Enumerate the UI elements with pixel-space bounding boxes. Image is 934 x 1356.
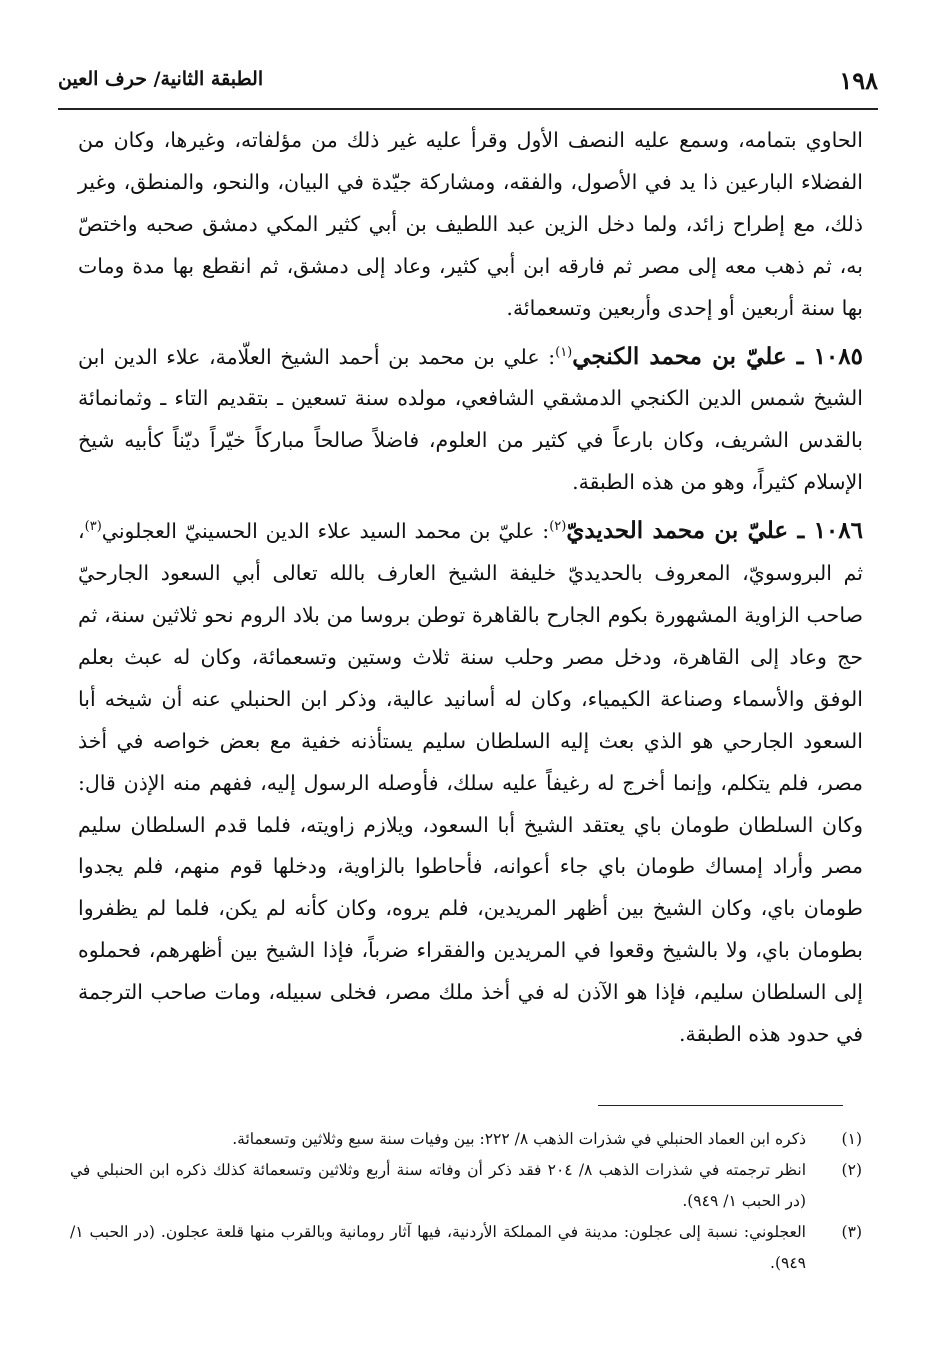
footnote-text: العجلوني: نسبة إلى عجلون: مدينة في المملكة الأردنية، فيها آثار رومانية وبالقرب منها قلعة عجلون. (در الحبب ١/ ٩٤٩). xyxy=(70,1223,806,1272)
entry-1086-text-b: ، ثم البروسويّ، المعروف بالحديديّ خليفة الشيخ العارف بالله تعالى أبي السعود الجارحيّ صاحب الزاوية المشهورة بكوم الجارح بالقاهرة توطن بروسا من بلاد الروم نحو ثلاثين سنة، ثم حج وعاد إلى القاهرة، ودخل مصر وحلب سنة ثلاث وستين وتسعمائة، وكان له عبث بعلم الوفق والأسماء وصناعة الكيمياء، وكان له أسانيد عالية، وذكر ابن الحنبلي عنه أن شيخه أبا السعود الجارحي هو الذي بعث إليه السلطان سليم يستأذنه خفية مع بعض خواصه في أخذ مصر، فلم يتكلم، وإنما أخرج له رغيفاً عليه سلك، فأوصله الرسول إليه، ففهم منه الإذن قال: وكان السلطان طومان باي يعتقد الشيخ أبا السعود، ويلازم زاويته، فلما قدم السلطان سليم مصر وأراد إمساك طومان باي جاء أعوانه، فأحاطوا بالزاوية، ودخلها قوم منهم، فلم يجدوا طومان باي، وكان الشيخ بين أظهر المريدين، فلم يروه، وكان كأنه لم يكن، فلما لم يظفروا بطومان باي، ولا بالشيخ وقعوا في المريدين والفقراء ضرباً، فإذا الشيخ بين أظهرهم، فحملوه إلى السلطان سليم، فإذا هو الآذن له في أخذ ملك مصر، فخلى سبيله، ومات صاحب الترجمة في حدود هذه الطبقة. xyxy=(78,519,863,1047)
footnote-ref-2: (٢) xyxy=(549,519,567,535)
footnote-text: ذكره ابن العماد الحنبلي في شذرات الذهب ٨/ ٢٢٢: بين وفيات سنة سبع وثلاثين وتسعمائة. xyxy=(232,1130,806,1148)
footnote-1 xyxy=(70,1124,862,1155)
footnote-text: انظر ترجمته في شذرات الذهب ٨/ ٢٠٤ فقد ذكر أن وفاته سنة أربع وثلاثين وتسعمائة كذلك ذكره ابن الحنبلي في (در الحبب ١/ ٩٤٩). xyxy=(70,1161,806,1210)
footnote-number: (١) xyxy=(841,1130,862,1148)
paragraph-continuation: الحاوي بتمامه، وسمع عليه النصف الأول وقرأ عليه غير ذلك من مؤلفاته، وغيرها، وكان من الفضلاء البارعين ذا يد في الأصول، والفقه، ومشاركة جيّدة في البيان، والنحو، والمنطق، وغير ذلك، مع إطراح زائد، ولما دخل الزين عبد اللطيف بن أبي كثير المكي دمشق صحبه واختصّ به، ثم ذهب معه إلى مصر ثم فارقه ابن أبي كثير، وعاد إلى دمشق، ثم انقطع بها مدة ومات بها سنة أربعين أو إحدى وأربعين وتسعمائة. xyxy=(78,128,864,320)
footnote-rule xyxy=(598,1105,843,1106)
running-title: الطبقة الثانية/ حرف العين xyxy=(58,68,264,90)
footnote-number: (٢) xyxy=(841,1161,862,1179)
entry-1085-text: : علي بن محمد بن أحمد الشيخ العلّامة، علاء الدين ابن الشيخ شمس الدين الكنجي الدمشقي الشافعي، مولده سنة تسعين ـ بتقديم التاء ـ وثمانمائة بالقدس الشريف، وكان بارعاً في كثير من العلوم، فاضلاً صالحاً مباركاً خيّراً ديّناً كأبيه شيخ الإسلام كثيراً، وهو من هذه الطبقة. xyxy=(78,344,863,495)
footnote-number: (٣) xyxy=(841,1223,862,1241)
entry-1086 xyxy=(78,510,863,1056)
footnotes xyxy=(70,1124,862,1279)
entry-1086-text-a: : عليّ بن محمد السيد علاء الدين الحسينيّ العجلوني xyxy=(101,519,550,544)
entry-1085-heading: ١٠٨٥ ـ عليّ بن محمد الكنجي xyxy=(572,342,863,370)
main-text xyxy=(78,120,863,1056)
footnote-ref-1: (١) xyxy=(555,344,573,360)
footnote-ref-3: (٣) xyxy=(84,519,102,535)
header-rule xyxy=(58,108,878,110)
entry-1086-heading: ١٠٨٦ ـ عليّ بن محمد الحديديّ xyxy=(566,517,863,545)
footnote-2 xyxy=(70,1155,862,1217)
footnote-3 xyxy=(70,1217,862,1279)
entry-1085 xyxy=(78,336,863,505)
page-number: ١٩٨ xyxy=(839,66,878,95)
page-header xyxy=(58,62,878,102)
